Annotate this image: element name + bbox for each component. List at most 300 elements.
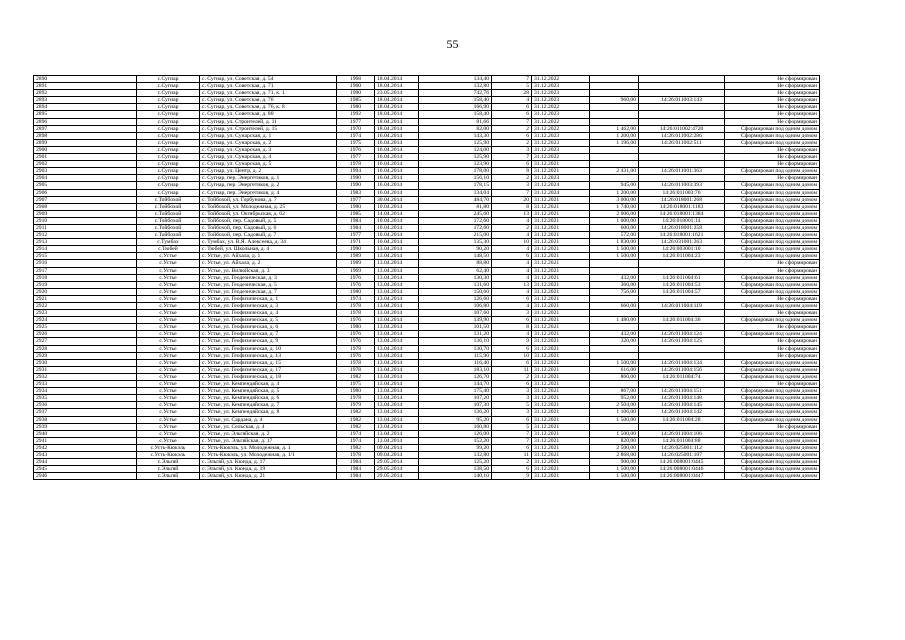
table-cell: 14:26:018001:14	[639, 217, 725, 224]
table-cell: с. Эльгяй, ул. Кюнда, д. 17	[200, 459, 337, 466]
table-cell: 4	[492, 267, 532, 274]
table-cell	[590, 154, 639, 161]
table-cell: 1983	[337, 189, 375, 196]
table-cell: 7	[492, 154, 532, 161]
table-cell: 31.12.2022	[532, 154, 590, 161]
table-cell: 2919	[34, 281, 137, 288]
table-cell: Сформирован под одним домом	[725, 253, 820, 260]
table-cell: Сформирован под одним домом	[725, 395, 820, 402]
table-cell: с.Устье	[137, 331, 200, 338]
table-cell: 320,00	[590, 338, 639, 345]
table-cell	[639, 83, 725, 90]
table-cell: 101,50	[419, 324, 492, 331]
table-cell: с.Сугнар	[137, 132, 200, 139]
table-row	[34, 437, 820, 444]
table-cell: Сформирован под одним домом	[725, 288, 820, 295]
table-cell: 1976	[337, 146, 375, 153]
table-cell: 4	[492, 260, 532, 267]
table-cell: 13.04.2014	[375, 430, 419, 437]
table-row	[34, 430, 820, 437]
table-cell: 31.12.2021	[532, 168, 590, 175]
table-cell: с. Тойбохой, ул. Октябрьская, д. 62	[200, 210, 337, 217]
table-cell: 3	[492, 310, 532, 317]
table-row	[34, 253, 820, 260]
table-cell: 1977	[337, 196, 375, 203]
table-cell: 31.12.2021	[532, 196, 590, 203]
table-cell: 2932	[34, 373, 137, 380]
table-cell: 1978	[337, 161, 375, 168]
table-cell: 1 830,00	[590, 239, 639, 246]
table-cell: 1 500,00	[590, 416, 639, 423]
table-cell: 16.04.2014	[375, 182, 419, 189]
table-cell: Сформирован под одним домом	[725, 366, 820, 373]
table-cell: с. Сугнар, ул. Советская, д. 76	[200, 97, 337, 104]
table-cell: 106,80	[419, 303, 492, 310]
table-cell: 245,60	[419, 210, 492, 217]
table-row	[34, 416, 820, 423]
table-row	[34, 352, 820, 359]
table-cell: Сформирован под одним домом	[725, 217, 820, 224]
table-row	[34, 395, 820, 402]
table-cell: 99,20	[419, 444, 492, 451]
table-row	[34, 168, 820, 175]
table-cell: 14:26:011004:61	[639, 274, 725, 281]
table-cell: с. Сугнар, ул. Сунарская, д. 5	[200, 161, 337, 168]
table-cell: с.Сугнар	[137, 76, 200, 83]
table-cell	[639, 175, 725, 182]
table-cell: с. Сугнар, ул. Сунарская, д. 2	[200, 139, 337, 146]
table-row	[34, 423, 820, 430]
table-cell: 16.04.2014	[375, 154, 419, 161]
table-cell: 4	[492, 246, 532, 253]
table-cell: с.Устье	[137, 281, 200, 288]
table-cell: с. Устье, ул. Геофизическая, д. 7	[200, 331, 337, 338]
table-cell: с. Тойбохой, ул. Молодежная, д. 25	[200, 203, 337, 210]
table-row	[34, 444, 820, 451]
table-cell: с. Устье, ул. Вилюйская, д. 3	[200, 267, 337, 274]
table-row	[34, 274, 820, 281]
table-cell: Не сформирован	[725, 111, 820, 118]
table-cell: с. Тойбохой, пер. Садовый, д. 5	[200, 217, 337, 224]
table-cell: 18.04.2014	[375, 118, 419, 125]
table-cell: 2913	[34, 239, 137, 246]
table-cell: 143,30	[419, 132, 492, 139]
table-cell: Сформирован под одним домом	[725, 317, 820, 324]
table-cell: 1985	[337, 210, 375, 217]
table-cell: 3 000,00	[590, 196, 639, 203]
table-cell: Не сформирован	[725, 260, 820, 267]
table-row	[34, 345, 820, 352]
table-cell: 1976	[337, 317, 375, 324]
table-cell: 4	[492, 331, 532, 338]
table-cell: с.Сугнар	[137, 175, 200, 182]
table-cell: 13.04.2014	[375, 281, 419, 288]
table-cell: 31.12.2021	[532, 274, 590, 281]
table-cell: 10	[492, 352, 532, 359]
table-row	[34, 175, 820, 182]
housing-register-table	[33, 75, 820, 480]
table-row	[34, 381, 820, 388]
table-row	[34, 402, 820, 409]
table-cell: 1984	[337, 459, 375, 466]
table-cell: 178,00	[419, 168, 492, 175]
table-cell: с.Сугнар	[137, 168, 200, 175]
table-row	[34, 459, 820, 466]
table-cell: 2896	[34, 118, 137, 125]
table-cell: 1980	[337, 203, 375, 210]
table-cell: 1974	[337, 437, 375, 444]
table-cell: 1968	[337, 76, 375, 83]
table-cell: 1978	[337, 451, 375, 458]
table-cell: 10	[492, 239, 532, 246]
table-cell: 13.04.2014	[375, 423, 419, 430]
table-cell: Не сформирован	[725, 154, 820, 161]
table-row	[34, 189, 820, 196]
table-cell: 2928	[34, 345, 137, 352]
table-cell: Сформирован под одним домом	[725, 459, 820, 466]
table-cell: 616,00	[590, 366, 639, 373]
table-cell: 31.12.2021	[532, 338, 590, 345]
table-cell: 1977	[337, 118, 375, 125]
table-cell: 2900	[34, 146, 137, 153]
table-cell: с. Устье, ул. Сардана, д. 4	[200, 416, 337, 423]
table-cell: 31.12.2021	[532, 366, 590, 373]
table-cell: с. Устье, ул. Геодезическая, д. 3	[200, 274, 337, 281]
table-cell: 31.12.2021	[532, 281, 590, 288]
table-cell: с. Сугнар, пер. Энергетиков, д. 1	[200, 175, 337, 182]
table-cell: 2945	[34, 466, 137, 473]
table-row	[34, 388, 820, 395]
table-cell: с.Эльгяй	[137, 473, 200, 480]
table-cell: 31.12.2024	[532, 189, 590, 196]
table-cell: 215,00	[419, 232, 492, 239]
table-cell: с.Устье	[137, 423, 200, 430]
table-cell: 16.04.2014	[375, 189, 419, 196]
table-cell: 14.04.2014	[375, 210, 419, 217]
table-cell	[590, 146, 639, 153]
table-cell: Сформирован под одним домом	[725, 182, 820, 189]
table-cell: 31.12.2021	[532, 381, 590, 388]
table-cell: с. Эльгяй, ул. Кюнда, д. 19	[200, 466, 337, 473]
table-cell: 172,60	[419, 217, 492, 224]
table-cell: 172,60	[419, 224, 492, 231]
table-cell: 158,40	[419, 111, 492, 118]
table-cell: Не сформирован	[725, 381, 820, 388]
table-cell: 14:26:018001:1384	[639, 210, 725, 217]
table-cell: 14:26:011002:511	[639, 139, 725, 146]
table-cell: 2 504,00	[590, 402, 639, 409]
table-cell: с.Сугнар	[137, 139, 200, 146]
table-cell	[590, 324, 639, 331]
table-cell: 14:26:011003:393	[639, 182, 725, 189]
table-cell: Не сформирован	[725, 161, 820, 168]
table-cell: 860,00	[590, 373, 639, 380]
table-cell: с. Устье, ул. Геофизическая, д. 17	[200, 366, 337, 373]
table-cell: 09.04.2014	[375, 444, 419, 451]
table-cell: Сформирован под одним домом	[725, 139, 820, 146]
table-cell: 2918	[34, 274, 137, 281]
table-cell: 31.12.2021	[532, 260, 590, 267]
table-cell	[590, 310, 639, 317]
table-cell: 820,00	[590, 437, 639, 444]
table-cell: 14:26:011004:142	[639, 409, 725, 416]
table-cell: 2942	[34, 444, 137, 451]
table-cell: 2893	[34, 97, 137, 104]
table-cell: 2944	[34, 459, 137, 466]
table-cell: с.Устье	[137, 416, 200, 423]
table-cell: 2	[492, 373, 532, 380]
table-cell: 6	[492, 381, 532, 388]
table-cell: 2929	[34, 352, 137, 359]
table-cell: 1984	[337, 466, 375, 473]
table-cell: 31.12.2021	[532, 402, 590, 409]
table-cell	[639, 111, 725, 118]
table-cell: с. Сугнар, ул. Сунарская, д. 3	[200, 146, 337, 153]
table-cell: 31.12.2021	[532, 388, 590, 395]
table-cell: 2 500,00	[590, 444, 639, 451]
table-cell: с. Устье, ул. Геодезическая, д. 5	[200, 281, 337, 288]
table-cell	[639, 76, 725, 83]
table-cell: 8	[492, 168, 532, 175]
table-cell: с.Тойбохой	[137, 196, 200, 203]
table-cell: с.Усть-Кюкэль	[137, 444, 200, 451]
table-cell: 31.12.2021	[532, 253, 590, 260]
table-cell: Сформирован под одним домом	[725, 224, 820, 231]
table-cell: с. Устье, ул. Геофизическая, д. 15	[200, 359, 337, 366]
table-cell: 13.04.2014	[375, 373, 419, 380]
table-cell: с.Сугнар	[137, 182, 200, 189]
table-cell: 2927	[34, 338, 137, 345]
table-cell: с. Устье, ул. Геодезическая, д. 7	[200, 288, 337, 295]
table-cell: 6	[492, 104, 532, 111]
table-cell: с. Устье, ул. Геофизическая, д. 4	[200, 310, 337, 317]
table-cell: 2907	[34, 196, 137, 203]
table-cell: 81,80	[419, 203, 492, 210]
table-cell: 1 500,00	[590, 466, 639, 473]
table-cell: 13.04.2014	[375, 388, 419, 395]
table-row	[34, 338, 820, 345]
table-cell: 31.12.2023	[532, 139, 590, 146]
table-row	[34, 451, 820, 458]
table-cell: 158,40	[419, 97, 492, 104]
table-cell: 31.12.2023	[532, 175, 590, 182]
table-cell: 31.12.2021	[532, 295, 590, 302]
table-cell: 31.12.2022	[532, 125, 590, 132]
table-cell: 2939	[34, 423, 137, 430]
table-cell: с. Тойбохой, пер. Садовый, д. 6	[200, 224, 337, 231]
table-cell: 1976	[337, 331, 375, 338]
table-cell: 2912	[34, 232, 137, 239]
table-cell: с.Устье	[137, 317, 200, 324]
table-cell	[590, 76, 639, 83]
table-cell: 1990	[337, 182, 375, 189]
table-row	[34, 132, 820, 139]
table-cell: 1976	[337, 338, 375, 345]
table-cell: с. Устье, ул. Геофизическая, д. 1	[200, 295, 337, 302]
table-cell: 2935	[34, 395, 137, 402]
table-cell: 125,90	[419, 139, 492, 146]
table-cell: 16.04.2014	[375, 132, 419, 139]
table-cell: 31.12.2022	[532, 118, 590, 125]
table-cell: с.Устье	[137, 395, 200, 402]
table-cell: Сформирован под одним домом	[725, 373, 820, 380]
table-cell: с.Устье	[137, 373, 200, 380]
table-cell: 14:26:011004:134	[639, 359, 725, 366]
table-row	[34, 409, 820, 416]
table-cell: 1989	[337, 260, 375, 267]
table-cell: 2924	[34, 317, 137, 324]
table-cell: Сформирован под одним домом	[725, 132, 820, 139]
table-row	[34, 182, 820, 189]
table-cell: с. Тойбохой, пер. Садовый, д. 7	[200, 232, 337, 239]
table-cell: Не сформирован	[725, 118, 820, 125]
table-cell: 62,40	[419, 267, 492, 274]
table-row	[34, 161, 820, 168]
table-cell: 29.05.2014	[375, 459, 419, 466]
table-cell: 14:26:011004:106	[639, 430, 725, 437]
table-cell: с. Сугнар, пер. Энергетиков, д. 2	[200, 182, 337, 189]
table-cell: Не сформирован	[725, 423, 820, 430]
table-cell: 6	[492, 161, 532, 168]
table-cell: 8	[492, 324, 532, 331]
table-cell: 867,00	[590, 388, 639, 395]
table-cell: с.Устье	[137, 295, 200, 302]
table-cell	[639, 295, 725, 302]
table-cell: 31.12.2021	[532, 359, 590, 366]
table-cell: 10.04.2014	[375, 232, 419, 239]
table-cell: 1975	[337, 381, 375, 388]
table-cell: 28	[492, 90, 532, 97]
table-cell: 18.04.2014	[375, 104, 419, 111]
table-cell: 2908	[34, 203, 137, 210]
table-cell: 14:26:011004:125	[639, 338, 725, 345]
table-cell: 132,80	[419, 83, 492, 90]
table-cell: с. Устье, ул. Геофизическая, д. 18	[200, 373, 337, 380]
table-cell: Сформирован под одним домом	[725, 430, 820, 437]
table-cell: 2926	[34, 331, 137, 338]
table-cell: с.Сугнар	[137, 118, 200, 125]
table-row	[34, 83, 820, 90]
table-cell: Сформирован под одним домом	[725, 210, 820, 217]
table-cell: с.Устье	[137, 303, 200, 310]
table-cell: 124,00	[419, 146, 492, 153]
table-cell: Сформирован под одним домом	[725, 281, 820, 288]
table-cell: 31.12.2021	[532, 473, 590, 480]
table-row	[34, 281, 820, 288]
table-cell: 31.12.2021	[532, 203, 590, 210]
table-cell: 7	[492, 118, 532, 125]
table-cell: 6	[492, 295, 532, 302]
table-cell: 2905	[34, 182, 137, 189]
table-cell: 16.04.2014	[375, 146, 419, 153]
table-cell: 2922	[34, 303, 137, 310]
table-cell: 126,70	[419, 373, 492, 380]
table-cell: 1 500,00	[590, 246, 639, 253]
table-cell: 14:26:011002:286	[639, 132, 725, 139]
table-cell: 6	[492, 317, 532, 324]
table-cell: 1974	[337, 430, 375, 437]
table-cell: с. Устье, ул. Кемпендяйская, д. 6	[200, 395, 337, 402]
table-row	[34, 288, 820, 295]
table-cell: с. Устье, ул. Сельская, д. 4	[200, 423, 337, 430]
table-row	[34, 196, 820, 203]
table-cell: 2930	[34, 359, 137, 366]
table-cell: 13.04.2014	[375, 246, 419, 253]
table-cell: 5	[492, 83, 532, 90]
table-cell: 139,90	[419, 317, 492, 324]
table-row	[34, 295, 820, 302]
table-cell: 14:26:011003:76	[639, 189, 725, 196]
table-cell: 2916	[34, 260, 137, 267]
table-cell: с. Устье, ул. Геофизическая, д. 10	[200, 345, 337, 352]
table-cell: 2921	[34, 295, 137, 302]
table-cell: 2906	[34, 189, 137, 196]
table-cell: 14:26:011004:36	[639, 317, 725, 324]
table-cell: с. Сугнар, ул. Центр, д. 2	[200, 168, 337, 175]
table-cell: 2923	[34, 310, 137, 317]
table-cell: 1970	[337, 125, 375, 132]
table-cell: 6	[492, 111, 532, 118]
table-cell: с. Устье, ул. Геофизическая, д. 5	[200, 317, 337, 324]
table-cell: Сформирован под одним домом	[725, 444, 820, 451]
table-row	[34, 125, 820, 132]
table-cell: Сформирован под одним домом	[725, 246, 820, 253]
table-cell: Не сформирован	[725, 104, 820, 111]
table-cell	[639, 118, 725, 125]
table-cell: 14:26:018001:268	[639, 196, 725, 203]
table-cell: с.Устье	[137, 253, 200, 260]
table-cell: 31.12.2021	[532, 409, 590, 416]
table-cell	[590, 90, 639, 97]
table-cell: 31.12.2021	[532, 416, 590, 423]
table-cell: 2892	[34, 90, 137, 97]
table-cell: 660,00	[590, 303, 639, 310]
table-cell: 31.12.2021	[532, 232, 590, 239]
table-cell: 1974	[337, 132, 375, 139]
table-cell: 13.04.2014	[375, 303, 419, 310]
table-row	[34, 232, 820, 239]
table-cell: 14:26:008001:0446	[639, 466, 725, 473]
table-cell: с.Тойбохой	[137, 217, 200, 224]
table-cell: 14:26:011004:145	[639, 402, 725, 409]
table-cell: 31.12.2023	[532, 146, 590, 153]
table-cell: 126,60	[419, 295, 492, 302]
table-cell: 31.12.2021	[532, 430, 590, 437]
table-row	[34, 310, 820, 317]
table-cell: 3	[492, 182, 532, 189]
table-cell: с.Устье	[137, 310, 200, 317]
table-cell: с.Эльгяй	[137, 459, 200, 466]
table-cell	[639, 90, 725, 97]
table-cell: 136,10	[419, 338, 492, 345]
table-cell: с.Тойбохой	[137, 224, 200, 231]
table-cell	[639, 154, 725, 161]
table-cell: 13	[492, 210, 532, 217]
table-cell: 13.04.2014	[375, 310, 419, 317]
table-cell: 29.05.2014	[375, 466, 419, 473]
table-cell: 88,80	[419, 260, 492, 267]
table-cell: 1989	[337, 253, 375, 260]
table-cell: с.Устье	[137, 388, 200, 395]
table-cell: 31.12.2022	[532, 104, 590, 111]
table-cell: с. Сугнар, ул. Строителей, д. 11	[200, 118, 337, 125]
table-cell: Сформирован под одним домом	[725, 189, 820, 196]
table-cell: 18.04.2014	[375, 83, 419, 90]
table-cell: с.Устье	[137, 437, 200, 444]
table-cell: 2890	[34, 76, 137, 83]
table-cell: Не сформирован	[725, 267, 820, 274]
table-cell: 13.04.2014	[375, 267, 419, 274]
